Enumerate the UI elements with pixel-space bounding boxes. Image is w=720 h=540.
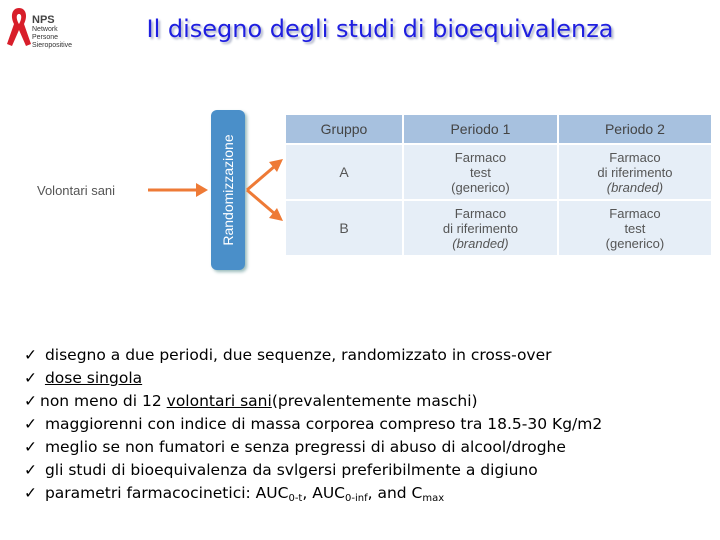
cell-line: di riferimento <box>442 220 518 236</box>
randomization-label: Randomizzazione <box>220 134 236 246</box>
header-periodo-1: Periodo 1 <box>403 115 558 144</box>
cell-line: Farmaco <box>609 149 661 165</box>
cell-line: (generico) <box>451 179 510 195</box>
list-item <box>24 390 602 413</box>
logo-acronym: NPS <box>32 14 55 26</box>
bullet-list <box>24 344 602 505</box>
cell-line: Farmaco <box>454 149 507 165</box>
table-row <box>286 200 711 255</box>
cell-line: test <box>624 220 646 236</box>
group-cell: B <box>286 200 403 255</box>
study-design-diagram <box>30 108 710 276</box>
cell-line: Farmaco <box>609 205 661 221</box>
checkmark-icon: ✓ <box>24 484 37 502</box>
list-item <box>24 413 602 436</box>
randomization-bar <box>211 110 245 270</box>
subscript: 0-inf <box>344 493 368 504</box>
bullet-text: maggiorenni con indice di massa corporea compreso tra 18.5-30 Kg/m2 <box>44 415 603 433</box>
slide-title: Il disegno degli studi di bioequivalenza <box>146 15 614 43</box>
arrow-branch-icon <box>247 159 283 221</box>
list-item <box>24 367 602 390</box>
period-cell <box>558 200 711 255</box>
arrow-right-icon <box>148 183 208 197</box>
bullet-text: dose singola <box>44 369 143 387</box>
checkmark-icon: ✓ <box>24 438 37 456</box>
period-cell <box>403 144 558 200</box>
bullet-text: (prevalentemente maschi) <box>271 392 478 410</box>
list-item <box>24 344 602 367</box>
group-cell: A <box>286 144 403 200</box>
bullet-text: , AUC <box>302 484 345 502</box>
checkmark-icon: ✓ <box>24 415 37 433</box>
subscript: max <box>422 493 445 504</box>
cell-line: Farmaco <box>454 205 507 221</box>
bullet-text: disegno a due periodi, due sequenze, randomizzato in cross-over <box>44 346 552 364</box>
header-periodo-2: Periodo 2 <box>558 115 711 144</box>
header-gruppo: Gruppo <box>286 115 403 144</box>
list-item <box>24 459 602 482</box>
period-cell <box>403 200 558 255</box>
period-cell <box>558 144 711 200</box>
cell-line: (generico) <box>605 235 665 251</box>
logo-line: Network <box>32 26 58 33</box>
input-label: Volontari sani <box>37 183 116 198</box>
checkmark-icon: ✓ <box>24 369 37 387</box>
checkmark-icon: ✓ <box>24 346 37 364</box>
cell-line: (branded) <box>606 179 664 195</box>
logo-line: Sieropositive <box>32 42 73 49</box>
list-item <box>24 436 602 459</box>
cell-line: di riferimento <box>597 164 673 180</box>
study-table <box>286 115 711 255</box>
checkmark-icon: ✓ <box>24 392 37 410</box>
bullet-text: parametri farmacocinetici: AUC <box>44 484 289 502</box>
cell-line: test <box>469 164 491 180</box>
bullet-text: meglio se non fumatori e senza pregressi di abuso di alcool/droghe <box>44 438 566 456</box>
checkmark-icon: ✓ <box>24 461 37 479</box>
bullet-text-underlined: volontari sani <box>166 392 272 410</box>
bullet-text: non meno di 12 <box>40 392 167 410</box>
cell-line: (branded) <box>452 235 509 251</box>
list-item <box>24 482 602 505</box>
bullet-text: gli studi di bioequivalenza da svlgersi preferibilmente a digiuno <box>44 461 538 479</box>
logo-line: Persone <box>32 34 59 41</box>
subscript: 0-t <box>288 493 303 504</box>
bullet-text: , and C <box>367 484 423 502</box>
table-header-row <box>286 115 711 144</box>
table-row <box>286 144 711 200</box>
